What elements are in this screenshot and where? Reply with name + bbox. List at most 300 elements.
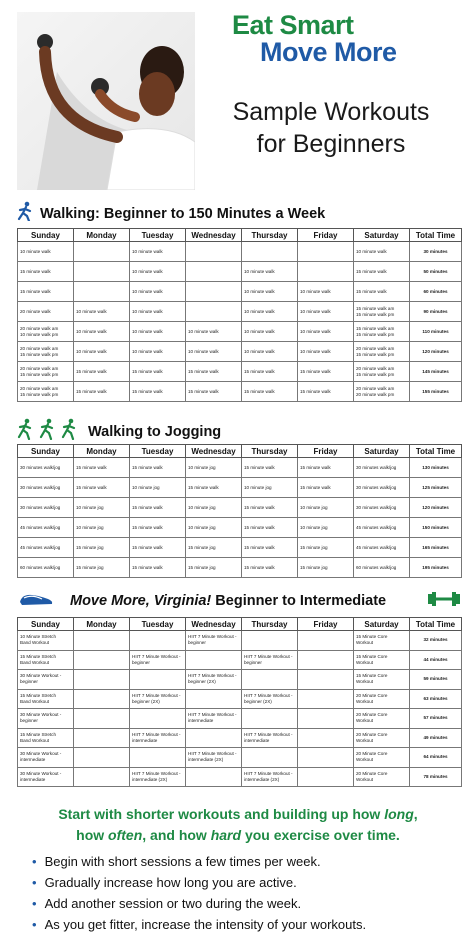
cell-line: beginner (2X) — [188, 679, 216, 685]
cell-line: 30 Minute Workout - — [20, 712, 62, 718]
table-row — [18, 302, 462, 322]
page-title-line-1: Sample Workouts — [232, 98, 430, 126]
cell-line: intermediate — [20, 757, 46, 763]
cell-line: Band Workout — [20, 698, 50, 704]
table-cell: 10 minute jog — [130, 478, 186, 498]
column-header: Thursday — [242, 229, 298, 242]
cell-line: beginner — [20, 679, 38, 685]
total-time-cell: 64 minutes — [410, 748, 462, 768]
section-jogging-title-text: Walking to Jogging — [88, 423, 222, 440]
table-cell — [298, 728, 354, 748]
table-cell — [242, 689, 298, 709]
cell-line: HIIT 7 Minute Workout - — [188, 673, 237, 679]
table-cell: 15 minute walk — [130, 518, 186, 538]
cell-line: Workout — [356, 679, 374, 685]
table-row — [18, 709, 462, 729]
cell-line: 20 Minute Core — [356, 712, 388, 718]
table-cell — [186, 767, 242, 787]
table-cell: 15 minute jog — [298, 538, 354, 558]
table-cell — [242, 631, 298, 651]
table-cell — [354, 362, 410, 382]
table-cell: 10 minute walk — [186, 342, 242, 362]
column-header: Tuesday — [130, 618, 186, 631]
table-cell: 10 minute walk — [74, 342, 130, 362]
table-cell: 10 minute walk — [298, 302, 354, 322]
table-cell — [18, 689, 74, 709]
cell-line: beginner — [188, 640, 206, 646]
cell-line: Band Workout — [20, 640, 50, 646]
table-cell: 15 minute walk — [74, 382, 130, 402]
cell-line: 20 minute walk am — [356, 365, 395, 371]
table-cell — [298, 767, 354, 787]
brand-logo — [232, 12, 397, 66]
cell-line: 20 minute walk pm — [356, 391, 395, 397]
table-row — [18, 322, 462, 342]
table-cell: 15 minute walk — [74, 478, 130, 498]
cell-line: Workout — [356, 737, 374, 743]
table-cell — [186, 670, 242, 690]
total-time-cell: 44 minutes — [410, 650, 462, 670]
column-header: Sunday — [18, 618, 74, 631]
brand-line-2: Move More — [260, 37, 397, 67]
table-cell: 10 minute jog — [186, 458, 242, 478]
column-header: Total Time — [410, 445, 462, 458]
total-time-cell: 50 minutes — [410, 262, 462, 282]
table-cell — [18, 670, 74, 690]
cell-line: HIIT 7 Minute Workout - — [188, 634, 237, 640]
table-cell: 10 minute walk — [298, 342, 354, 362]
table-cell: 10 minute walk — [186, 322, 242, 342]
table-cell: 10 minute walk — [354, 242, 410, 262]
column-header: Saturday — [354, 618, 410, 631]
table-cell — [74, 728, 130, 748]
table-cell — [354, 748, 410, 768]
total-time-cell: 59 minutes — [410, 670, 462, 690]
total-time-cell: 110 minutes — [410, 322, 462, 342]
tips-list — [44, 851, 366, 935]
table-cell: 30 minutes walk/jog — [18, 458, 74, 478]
table-cell: 60 minutes walk/jog — [18, 558, 74, 578]
table-cell — [242, 767, 298, 787]
table-cell — [298, 670, 354, 690]
tip-item: • Begin with short sessions a few times per week. — [44, 851, 366, 872]
cell-line: 30 Minute Workout - — [20, 770, 62, 776]
table-cell: 10 minute walk — [130, 302, 186, 322]
table-cell — [74, 670, 130, 690]
page-title — [200, 96, 462, 160]
cell-line: HIIT 7 Minute Workout - — [188, 712, 237, 718]
table-cell: 15 minute walk — [242, 498, 298, 518]
table-cell: 10 minute walk — [242, 262, 298, 282]
table-cell — [74, 767, 130, 787]
cell-line: HIIT 7 Minute Workout - — [132, 692, 181, 698]
table-cell — [74, 282, 130, 302]
table-cell — [18, 322, 74, 342]
table-cell — [186, 242, 242, 262]
table-cell: 45 minutes walk/jog — [354, 518, 410, 538]
table-cell: 15 minute walk — [298, 362, 354, 382]
cell-line: 15 Minute Stretch — [20, 692, 57, 698]
cell-line: 10 minute walk pm — [20, 331, 59, 337]
table-cell: 15 minute walk — [298, 382, 354, 402]
table-cell — [18, 650, 74, 670]
table-cell: 15 minute walk — [130, 538, 186, 558]
table-cell — [130, 728, 186, 748]
cell-line: 15 minute walk pm — [20, 391, 59, 397]
table-cell: 15 minute walk — [18, 282, 74, 302]
cell-line: Workout — [356, 718, 374, 724]
cell-line: Workout — [356, 698, 374, 704]
table-cell: 10 minute walk — [130, 242, 186, 262]
table-row — [18, 498, 462, 518]
table-cell: 20 minute walk — [18, 302, 74, 322]
table-row — [18, 670, 462, 690]
table-cell — [242, 650, 298, 670]
table-cell: 15 minute jog — [186, 558, 242, 578]
cell-line: Workout — [356, 659, 374, 665]
table-row — [18, 458, 462, 478]
table-cell — [298, 631, 354, 651]
table-cell: 30 minutes walk/jog — [18, 478, 74, 498]
total-time-cell: 30 minutes — [410, 242, 462, 262]
table-cell — [130, 631, 186, 651]
runner-icon — [16, 201, 34, 226]
cell-line: 20 minute walk am — [356, 385, 395, 391]
table-cell: 10 minute jog — [186, 518, 242, 538]
column-header: Wednesday — [186, 229, 242, 242]
table-cell: 10 minute walk — [130, 342, 186, 362]
column-header: Total Time — [410, 229, 462, 242]
table-cell — [130, 767, 186, 787]
cell-line: Workout — [356, 640, 374, 646]
cell-line: 15 minute walk am — [356, 305, 395, 311]
table-cell — [298, 748, 354, 768]
table-cell: 60 minutes walk/jog — [354, 558, 410, 578]
column-header: Wednesday — [186, 618, 242, 631]
women-with-dumbbells-illustration — [17, 12, 195, 190]
table-row — [18, 242, 462, 262]
table-cell: 30 minutes walk/jog — [354, 498, 410, 518]
table-cell: 30 minutes walk/jog — [354, 478, 410, 498]
table-cell: 45 minutes walk/jog — [354, 538, 410, 558]
cell-line: 15 minute walk pm — [20, 371, 59, 377]
section-jogging-title — [16, 418, 221, 445]
table-cell — [18, 709, 74, 729]
total-time-cell: 145 minutes — [410, 362, 462, 382]
table-cell: 15 minute jog — [74, 558, 130, 578]
table-cell — [298, 262, 354, 282]
table-row — [18, 728, 462, 748]
table-cell: 15 minute walk — [130, 558, 186, 578]
table-cell — [354, 322, 410, 342]
table-cell: 10 minute walk — [298, 282, 354, 302]
table-cell — [186, 302, 242, 322]
table-cell: 10 minute walk — [130, 322, 186, 342]
cell-line: intermediate (2X) — [188, 757, 224, 763]
column-header: Wednesday — [186, 445, 242, 458]
cell-line: Workout — [356, 776, 374, 782]
cell-line: intermediate — [132, 737, 158, 743]
table-cell — [130, 689, 186, 709]
table-cell: 15 minute walk — [130, 382, 186, 402]
cell-line: 20 minute walk am — [20, 385, 59, 391]
column-header: Saturday — [354, 229, 410, 242]
total-time-cell: 49 minutes — [410, 728, 462, 748]
total-time-cell: 195 minutes — [410, 558, 462, 578]
table-cell — [186, 748, 242, 768]
table-cell — [242, 242, 298, 262]
cell-line: HIIT 7 Minute Workout - — [132, 653, 181, 659]
table-cell — [354, 382, 410, 402]
table-cell: 15 minute walk — [18, 262, 74, 282]
table-cell: 15 minute walk — [242, 362, 298, 382]
column-header: Monday — [74, 229, 130, 242]
cell-line: 15 minute walk pm — [356, 371, 395, 377]
tip-item: • Gradually increase how long you are active. — [44, 872, 366, 893]
table-cell: 15 minute walk — [74, 362, 130, 382]
table-header-row — [18, 445, 462, 458]
table-cell — [186, 262, 242, 282]
table-cell: 15 minute walk — [298, 478, 354, 498]
walking-schedule-table — [17, 228, 462, 402]
total-time-cell: 120 minutes — [410, 498, 462, 518]
table-cell: 10 minute jog — [298, 518, 354, 538]
cell-line: 15 minute walk pm — [356, 311, 395, 317]
table-cell — [74, 650, 130, 670]
table-cell: 10 minute jog — [242, 478, 298, 498]
column-header: Friday — [298, 445, 354, 458]
column-header: Monday — [74, 618, 130, 631]
table-row — [18, 478, 462, 498]
tip-item: • Add another session or two during the week. — [44, 893, 366, 914]
table-cell: 30 minutes walk/jog — [354, 458, 410, 478]
table-cell — [18, 728, 74, 748]
cell-line: 15 minute walk pm — [356, 331, 395, 337]
footer-lead-e: you exercise over time. — [241, 827, 400, 843]
table-row — [18, 342, 462, 362]
cell-line: 30 Minute Workout - — [20, 751, 62, 757]
cell-line: 20 Minute Core — [356, 770, 388, 776]
table-cell — [18, 767, 74, 787]
table-cell: 10 minute walk — [18, 242, 74, 262]
cell-line: Band Workout — [20, 659, 50, 665]
cell-line: beginner — [20, 718, 38, 724]
cell-line: 15 minute walk pm — [20, 351, 59, 357]
cell-line: intermediate (2X) — [132, 776, 168, 782]
footer-lead-d: , and how — [142, 827, 211, 843]
table-cell: 15 minute walk — [186, 382, 242, 402]
cell-line: intermediate — [188, 718, 214, 724]
table-cell: 10 minute walk — [130, 282, 186, 302]
table-row — [18, 282, 462, 302]
cell-line: 15 minute walk am — [356, 325, 395, 331]
table-cell — [130, 670, 186, 690]
column-header: Thursday — [242, 618, 298, 631]
table-row — [18, 382, 462, 402]
table-row — [18, 748, 462, 768]
footer-lead-often: often — [108, 827, 143, 843]
table-cell — [74, 631, 130, 651]
footer-lead-long: long — [384, 806, 414, 822]
footer-lead-b: , — [413, 806, 418, 822]
table-cell: 15 minute walk — [242, 458, 298, 478]
table-cell: 15 minute walk — [242, 558, 298, 578]
table-cell — [354, 342, 410, 362]
section-walking-title — [16, 201, 325, 226]
table-cell: 10 minute walk — [242, 342, 298, 362]
column-header: Sunday — [18, 229, 74, 242]
table-cell — [242, 748, 298, 768]
cell-line: 15 minute walk pm — [356, 351, 395, 357]
cell-line: 10 Minute Stretch — [20, 634, 57, 640]
cell-line: Band Workout — [20, 737, 50, 743]
table-cell: 10 minute walk — [74, 322, 130, 342]
table-cell: 15 minute jog — [186, 538, 242, 558]
cell-line: intermediate — [244, 737, 270, 743]
table-row — [18, 262, 462, 282]
table-cell: 15 minute walk — [130, 362, 186, 382]
footer-lead-c: how — [76, 827, 109, 843]
table-row — [18, 538, 462, 558]
jogging-schedule-table — [17, 444, 462, 578]
cell-line: intermediate — [20, 776, 46, 782]
table-header-row — [18, 618, 462, 631]
runners-icon — [16, 418, 82, 445]
cell-line: 15 Minute Core — [356, 634, 388, 640]
cell-line: 20 minute walk am — [356, 345, 395, 351]
total-time-cell: 63 minutes — [410, 689, 462, 709]
table-cell — [298, 709, 354, 729]
total-time-cell: 125 minutes — [410, 478, 462, 498]
table-cell — [18, 342, 74, 362]
table-cell — [74, 262, 130, 282]
table-row — [18, 518, 462, 538]
table-cell: 10 minute jog — [186, 498, 242, 518]
table-row — [18, 689, 462, 709]
tip-item: • As you get fitter, increase the intensity of your workouts. — [44, 914, 366, 935]
total-time-cell: 32 minutes — [410, 631, 462, 651]
page-title-line-2: for Beginners — [256, 130, 406, 158]
column-header: Saturday — [354, 445, 410, 458]
table-cell: 10 minute walk — [74, 302, 130, 322]
table-cell — [354, 767, 410, 787]
table-cell: 15 minute jog — [74, 538, 130, 558]
table-cell — [186, 689, 242, 709]
table-cell — [74, 689, 130, 709]
table-cell — [74, 242, 130, 262]
table-cell: 15 minute walk — [130, 498, 186, 518]
virginia-schedule-table — [17, 617, 462, 787]
table-cell — [130, 748, 186, 768]
table-cell — [354, 689, 410, 709]
table-cell: 15 minute jog — [298, 558, 354, 578]
table-row — [18, 650, 462, 670]
table-cell — [242, 709, 298, 729]
cell-line: 15 Minute Core — [356, 673, 388, 679]
table-cell — [354, 302, 410, 322]
table-cell — [354, 709, 410, 729]
table-cell: 10 minute jog — [74, 498, 130, 518]
table-cell: 15 minute walk — [242, 538, 298, 558]
section-virginia-title-text: Beginner to Intermediate — [215, 593, 387, 609]
table-cell: 45 minutes walk/jog — [18, 518, 74, 538]
table-cell — [74, 748, 130, 768]
shoe-icon — [18, 590, 54, 612]
cell-line: beginner (2X) — [132, 698, 160, 704]
cell-line: beginner — [132, 659, 150, 665]
table-cell — [186, 650, 242, 670]
table-row — [18, 767, 462, 787]
table-cell: 10 minute jog — [298, 498, 354, 518]
table-cell: 15 minute walk — [74, 458, 130, 478]
column-header: Tuesday — [130, 229, 186, 242]
cell-line: intermediate (2X) — [244, 776, 280, 782]
table-cell — [354, 728, 410, 748]
table-cell: 10 minute walk — [298, 322, 354, 342]
cell-line: 20 minute walk am — [20, 365, 59, 371]
table-row — [18, 631, 462, 651]
cell-line: HIIT 7 Minute Workout - — [132, 770, 181, 776]
brand-line-1: Eat Smart — [232, 10, 354, 40]
table-cell: 15 minute walk — [242, 382, 298, 402]
section-virginia-title-em: Move More, Virginia! — [70, 593, 212, 609]
table-cell — [298, 689, 354, 709]
footer-lead-a: Start with shorter workouts and building up how — [58, 806, 385, 822]
table-cell: 10 minute walk — [242, 282, 298, 302]
table-cell: 15 minute walk — [354, 262, 410, 282]
table-cell: 15 minute walk — [354, 282, 410, 302]
cell-line: 20 Minute Core — [356, 731, 388, 737]
cell-line: HIIT 7 Minute Workout - — [188, 751, 237, 757]
cell-line: beginner — [244, 659, 262, 665]
table-cell: 30 minutes walk/jog — [18, 498, 74, 518]
footer-lead — [28, 804, 448, 846]
section-virginia-title — [18, 590, 462, 612]
table-cell: 15 minute walk — [242, 518, 298, 538]
table-cell — [74, 709, 130, 729]
cell-line: HIIT 7 Minute Workout - — [132, 731, 181, 737]
section-walking-title-text: Walking: Beginner to 150 Minutes a Week — [40, 205, 326, 222]
column-header: Friday — [298, 229, 354, 242]
table-cell: 15 minute walk — [186, 362, 242, 382]
table-cell: 15 minute walk — [298, 458, 354, 478]
total-time-cell: 78 minutes — [410, 767, 462, 787]
table-cell: 10 minute walk — [130, 262, 186, 282]
table-cell — [18, 631, 74, 651]
table-cell: 10 minute jog — [74, 518, 130, 538]
table-header-row — [18, 229, 462, 242]
column-header: Tuesday — [130, 445, 186, 458]
cell-line: HIIT 7 Minute Workout - — [244, 653, 293, 659]
table-cell — [186, 709, 242, 729]
dumbbell-icon — [426, 591, 462, 611]
table-cell: 45 minutes walk/jog — [18, 538, 74, 558]
cell-line: 20 Minute Core — [356, 751, 388, 757]
table-cell — [186, 282, 242, 302]
table-cell: 10 minute walk — [242, 322, 298, 342]
table-cell — [298, 650, 354, 670]
table-cell: 15 minute walk — [186, 478, 242, 498]
table-cell — [130, 650, 186, 670]
total-time-cell: 60 minutes — [410, 282, 462, 302]
total-time-cell: 165 minutes — [410, 538, 462, 558]
cell-line: 15 Minute Stretch — [20, 731, 57, 737]
table-cell — [298, 242, 354, 262]
cell-line: 15 Minute Core — [356, 653, 388, 659]
total-time-cell: 90 minutes — [410, 302, 462, 322]
table-cell — [242, 670, 298, 690]
cell-line: beginner (2X) — [244, 698, 272, 704]
